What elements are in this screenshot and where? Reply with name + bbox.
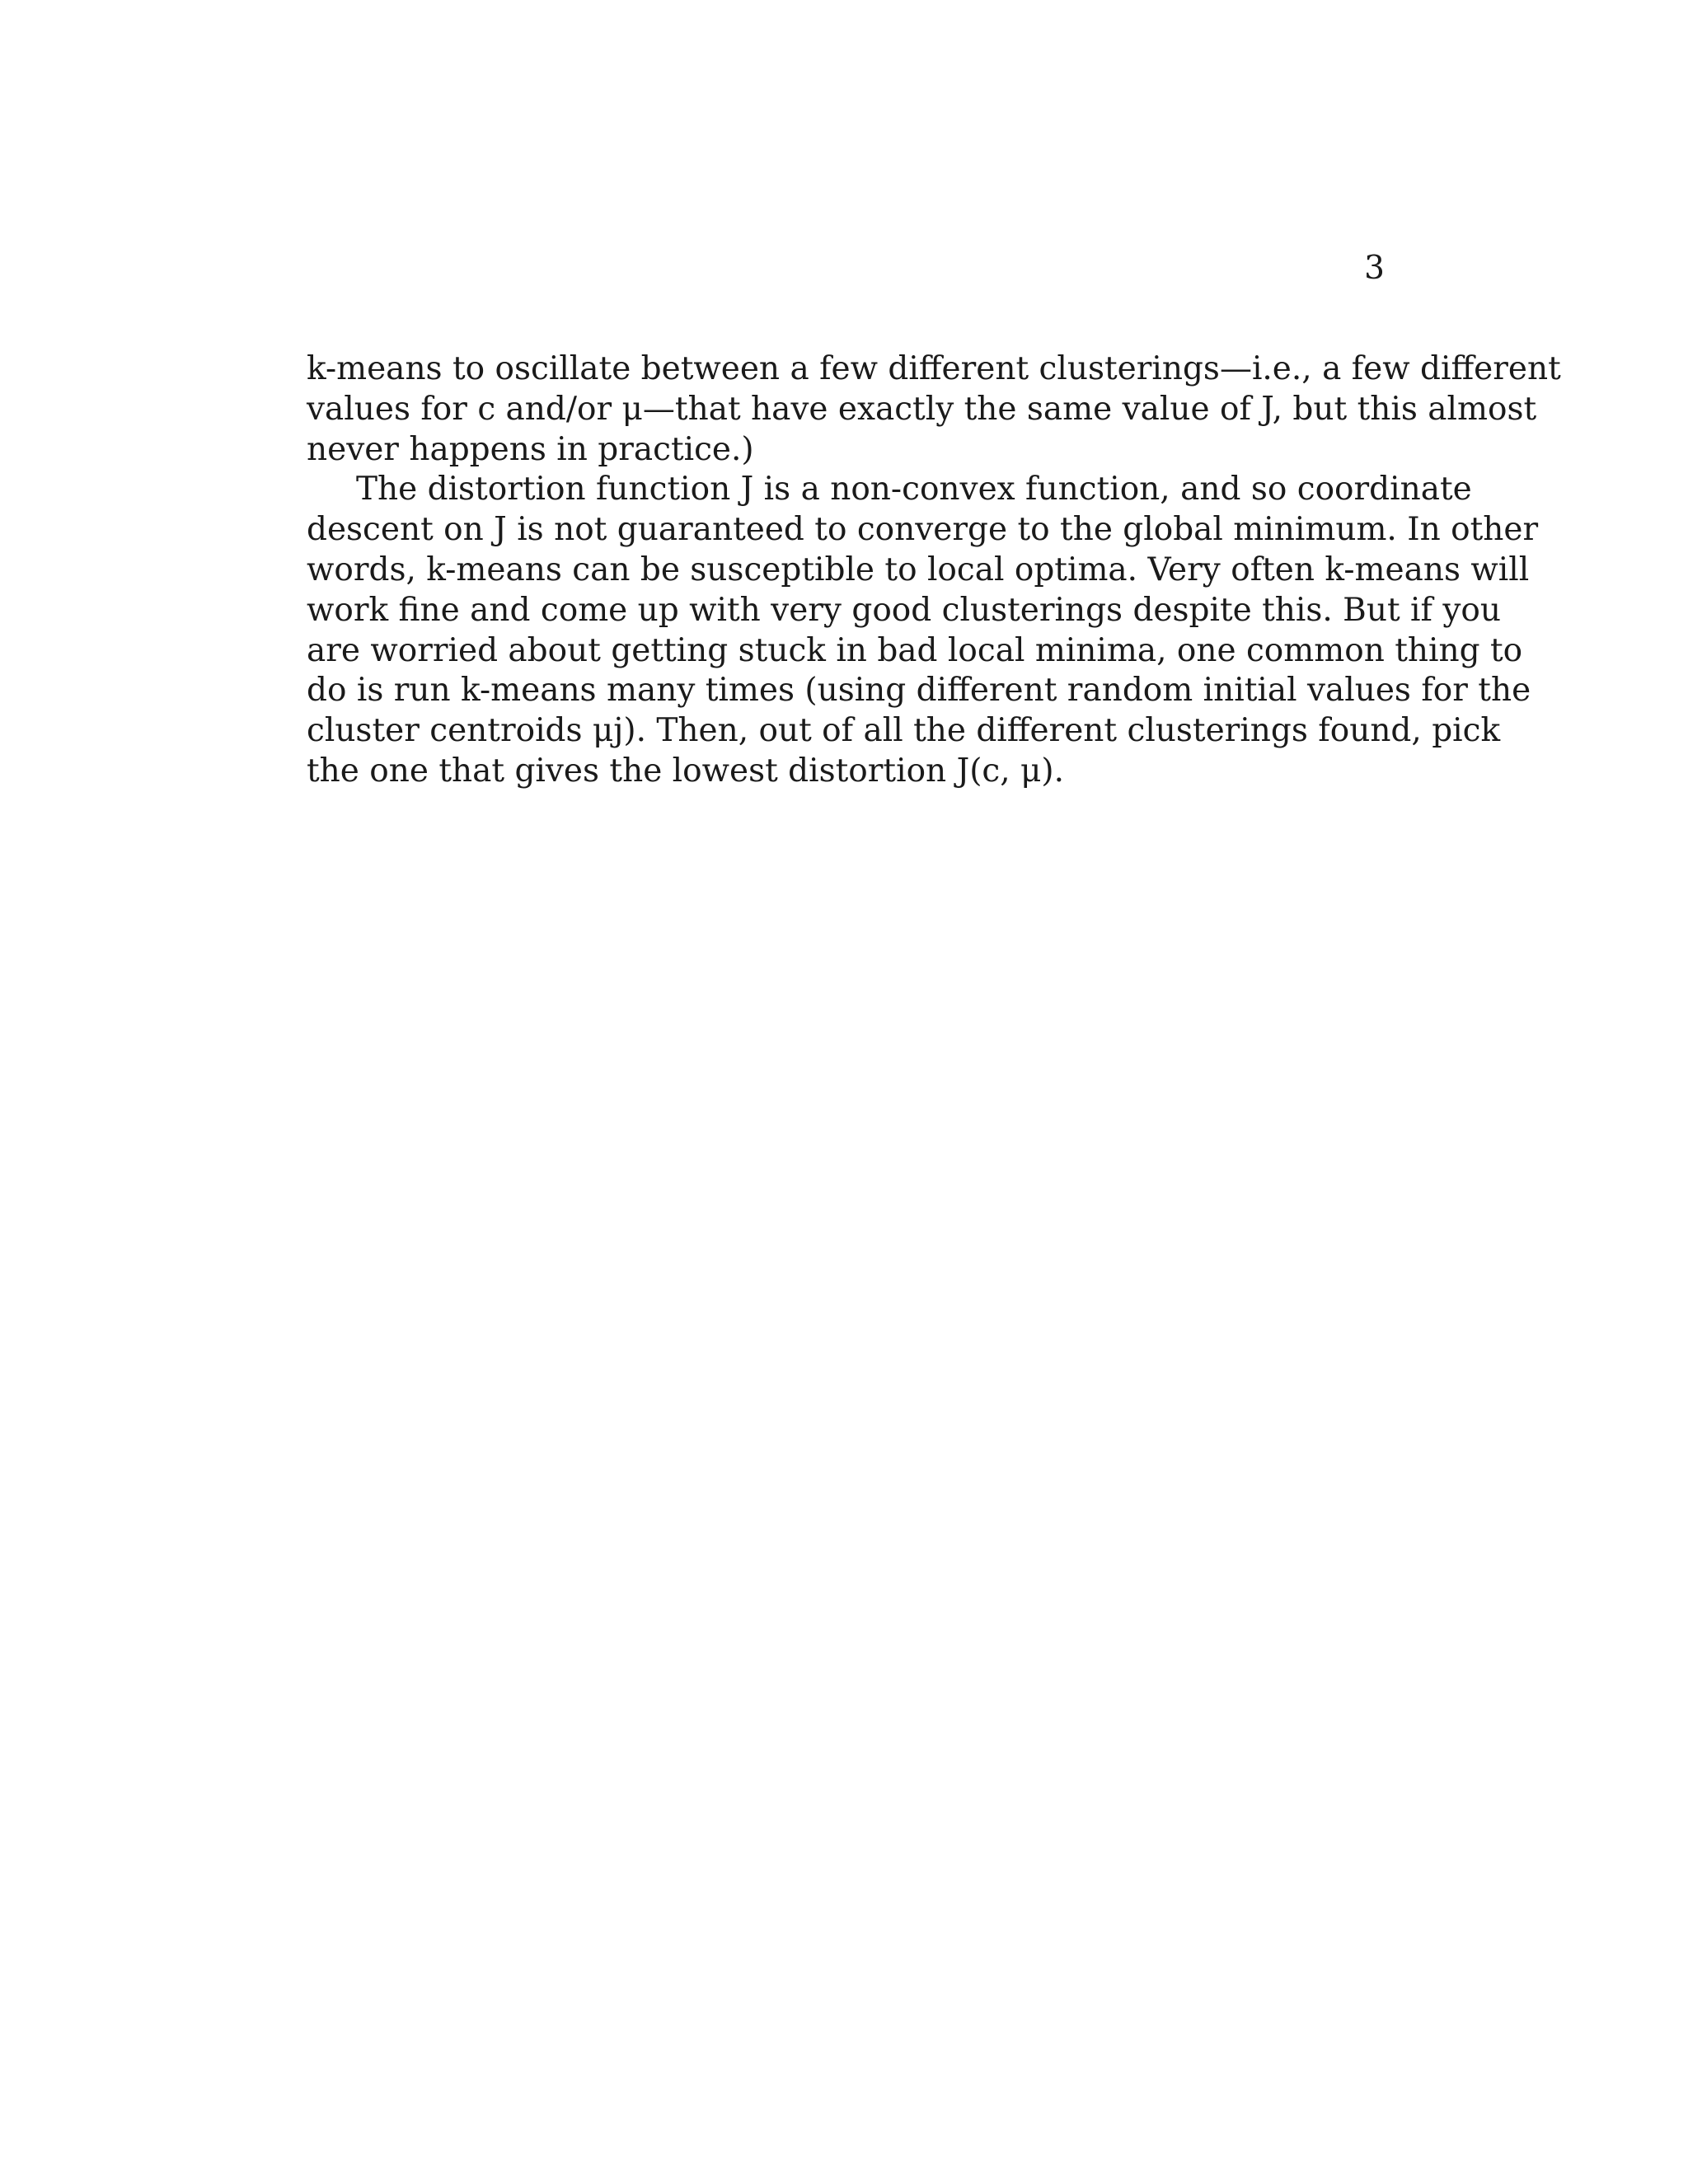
text-line: values for c and/or μ—that have exactly the same value of J, but this almost bbox=[307, 390, 1537, 428]
text-line: do is run k-means many times (using different random initial values for the bbox=[307, 672, 1531, 710]
page-number: 3 bbox=[1364, 250, 1385, 287]
text-line: cluster centroids μj). Then, out of all the different clusterings found, pick bbox=[307, 712, 1501, 750]
text-line: the one that gives the lowest distortion J(c, μ). bbox=[307, 752, 1065, 790]
text-line: k-means to oscillate between a few different clusterings—i.e., a few different bbox=[307, 350, 1561, 387]
text-line: are worried about getting stuck in bad local minima, one common thing to bbox=[307, 631, 1523, 669]
body-text bbox=[307, 349, 1561, 792]
text-line: work fine and come up with very good clusterings despite this. But if you bbox=[307, 591, 1501, 629]
text-line: The distortion function J is a non-convex function, and so coordinate bbox=[356, 471, 1472, 509]
text-line: descent on J is not guaranteed to converge to the global minimum. In other bbox=[307, 511, 1539, 549]
text-line: words, k-means can be susceptible to local optima. Very often k-means will bbox=[307, 551, 1530, 588]
text-line: never happens in practice.) bbox=[307, 430, 754, 468]
